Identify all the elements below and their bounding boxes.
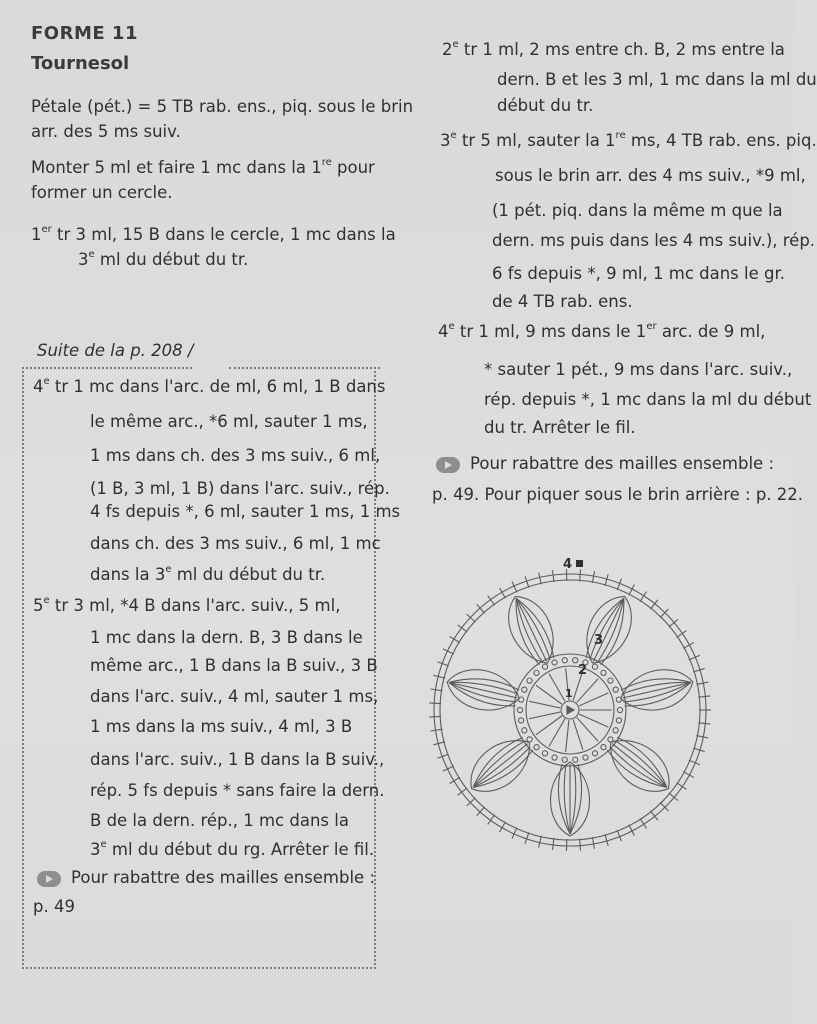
chain-stitch: [592, 751, 597, 756]
round-4-line: 4 fs depuis *, 6 ml, sauter 1 ms, 1 ms: [90, 502, 401, 521]
round-5-line: rép. 5 fs depuis * sans faire la dern.: [90, 781, 385, 800]
pattern-title: FORME 11: [31, 23, 138, 44]
petal: [459, 727, 541, 804]
petal-stitch: [588, 596, 624, 662]
petal-stitch: [516, 596, 552, 662]
round-4-line: dans la 3e ml du début du tr.: [90, 563, 326, 584]
diagram-label-round-2: 2: [578, 663, 588, 678]
round-5-line: dans l'arc. suiv., 1 B dans la B suiv.,: [90, 750, 385, 769]
round-1-line: 1er tr 3 ml, 15 B dans le cercle, 1 mc dans la: [31, 223, 396, 244]
chain-stitch: [552, 755, 557, 760]
outer-stitch: [433, 742, 445, 745]
round-4-line: (1 B, 3 ml, 1 B) dans l'arc. suiv., rép.: [90, 479, 390, 498]
round-1-line: 3e ml du début du tr.: [78, 248, 249, 269]
chain-stitch: [527, 737, 532, 742]
petal: [575, 588, 642, 672]
round-2-line: 2e tr 1 ml, 2 ms entre ch. B, 2 ms entre la: [442, 38, 785, 59]
chain-stitch: [616, 697, 621, 702]
round-4-right-line: * sauter 1 pét., 9 ms dans l'arc. suiv.,: [484, 360, 793, 379]
round-3-line: (1 pét. piq. dans la même m que la: [492, 201, 783, 220]
pattern-subtitle: Tournesol: [31, 53, 130, 74]
petal-definition-line: Pétale (pét.) = 5 TB rab. ens., piq. sous le brin: [31, 97, 414, 116]
chain-stitch: [608, 737, 613, 742]
chain-stitch: [608, 678, 613, 683]
outer-stitch: [605, 834, 608, 846]
outer-stitch: [552, 838, 553, 850]
chain-stitch: [522, 728, 527, 733]
chain-stitch: [613, 687, 618, 692]
chain-stitch: [534, 745, 539, 750]
continued-from-note: Suite de la p. 208 /: [37, 341, 194, 360]
petal-stitch: [593, 598, 623, 661]
round-4-line: 4e tr 1 mc dans l'arc. de ml, 6 ml, 1 B dans: [33, 375, 386, 396]
outer-stitch: [525, 576, 529, 587]
chain-stitch: [601, 670, 606, 675]
petal: [551, 762, 590, 836]
chain-stitch: [518, 697, 523, 702]
round-3-line: sous le brin arr. des 4 ms suiv., *9 ml,: [495, 166, 806, 185]
center-stitch: [536, 685, 562, 704]
outer-stitch: [429, 703, 441, 704]
bind-off-note: Pour rabattre des mailles ensemble :: [37, 868, 375, 888]
petal-stitch: [469, 739, 527, 787]
outer-stitch: [605, 574, 608, 586]
petal: [443, 663, 524, 717]
outer-stitch: [592, 571, 594, 583]
page-references: p. 49. Pour piquer sous le brin arrière : p. 22.: [432, 485, 804, 504]
chain-stitch: [562, 658, 567, 663]
outer-stitch: [698, 696, 710, 697]
round-5-line: B de la dern. rép., 1 mc dans la: [90, 811, 349, 830]
petal-stitch: [623, 682, 693, 703]
outer-stitch: [693, 668, 704, 672]
cast-on-line: Monter 5 ml et faire 1 mc dans la 1re pour: [31, 156, 375, 177]
center-stitch: [536, 716, 562, 735]
round-4-right-line: du tr. Arrêter le fil.: [484, 418, 636, 437]
chain-stitch: [542, 751, 547, 756]
chain-stitch: [518, 718, 523, 723]
petal-definition-line: arr. des 5 ms suiv.: [31, 122, 181, 141]
round-5-line: 3e ml du début du rg. Arrêter le fil.: [90, 838, 375, 859]
round-3-line: 6 fs depuis *, 9 ml, 1 mc dans le gr.: [492, 264, 785, 283]
chain-stitch: [573, 757, 578, 762]
center-stitch: [529, 712, 560, 719]
chain-stitch: [517, 707, 522, 712]
bind-off-note-right: Pour rabattre des mailles ensemble :: [436, 454, 774, 474]
chain-stitch: [592, 664, 597, 669]
petal-stitch: [612, 739, 670, 787]
outer-stitch: [539, 573, 542, 585]
chain-stitch: [617, 707, 622, 712]
cast-on-line: former un cercle.: [31, 183, 173, 202]
chain-stitch: [562, 757, 567, 762]
chain-stitch: [616, 718, 621, 723]
diagram-label-round-4: 4: [563, 557, 573, 572]
diagram-label-round-1: 1: [565, 687, 573, 700]
petal-stitch: [609, 744, 667, 792]
center-stitch: [566, 720, 569, 752]
round-4-right-line: 4e tr 1 ml, 9 ms dans le 1er arc. de 9 ml,: [438, 320, 766, 341]
center-stitch: [529, 701, 560, 708]
petal: [498, 588, 565, 672]
outer-stitch: [552, 570, 553, 582]
petal: [616, 663, 697, 717]
round-5-line: dans l'arc. suiv., 4 ml, sauter 1 ms,: [90, 687, 379, 706]
outer-stitch: [433, 675, 445, 678]
round-3-line: dern. ms puis dans les 4 ms suiv.), rép.: [492, 231, 816, 250]
petal: [598, 727, 680, 804]
round-5-line: 5e tr 3 ml, *4 B dans l'arc. suiv., 5 ml,: [33, 594, 341, 615]
diagram-label-round-3: 3: [594, 633, 604, 648]
outer-stitch: [693, 748, 704, 752]
round-5-line: même arc., 1 B dans la B suiv., 3 B: [90, 656, 378, 675]
outer-stitch: [467, 614, 476, 622]
round-2-line: dern. B et les 3 ml, 1 mc dans la ml du: [497, 70, 817, 89]
outer-stitch: [431, 729, 443, 731]
chain-stitch: [527, 678, 532, 683]
outer-stitch: [467, 798, 476, 806]
petal-stitch: [516, 598, 546, 661]
start-marker-icon: [576, 560, 583, 567]
round-4-right-line: rép. depuis *, 1 mc dans la ml du début: [484, 390, 812, 409]
outer-stitch: [539, 836, 542, 848]
round-3-line: de 4 TB rab. ens.: [492, 292, 633, 311]
outer-stitch: [580, 839, 581, 851]
round-4-line: 1 ms dans ch. des 3 ms suiv., 6 ml,: [90, 446, 381, 465]
outer-stitch: [696, 736, 708, 738]
round-5-line: 1 mc dans la dern. B, 3 B dans le: [90, 628, 363, 647]
outer-stitch: [696, 682, 708, 684]
outer-stitch: [525, 832, 529, 843]
outer-stitch: [698, 723, 710, 724]
chain-stitch: [534, 670, 539, 675]
page-reference: p. 49: [33, 897, 75, 916]
chain-stitch: [542, 664, 547, 669]
outer-stitch: [660, 802, 668, 811]
petal-stitch: [473, 744, 531, 792]
center-stitch: [573, 720, 583, 750]
round-4-line: dans ch. des 3 ms suiv., 6 ml, 1 mc: [90, 534, 381, 553]
petal-stitch: [448, 682, 518, 703]
outer-stitch: [660, 609, 668, 618]
center-stitch: [549, 674, 565, 702]
outer-stitch: [592, 837, 594, 849]
outer-stitch: [429, 716, 441, 717]
center-stitch: [549, 719, 565, 747]
round-3-line: 3e tr 5 ml, sauter la 1re ms, 4 TB rab. ens. piq.: [440, 129, 817, 150]
chain-stitch: [613, 728, 618, 733]
round-2-line: début du tr.: [497, 96, 594, 115]
round-4-line: le même arc., *6 ml, sauter 1 ms,: [90, 412, 368, 431]
chain-stitch: [552, 660, 557, 665]
round-5-line: 1 ms dans la ms suiv., 4 ml, 3 B: [90, 717, 353, 736]
outer-stitch: [431, 689, 443, 691]
chain-stitch: [583, 755, 588, 760]
start-arrow-icon: [567, 706, 574, 714]
chain-stitch: [522, 687, 527, 692]
chain-stitch: [601, 745, 606, 750]
outer-stitch: [580, 569, 581, 581]
